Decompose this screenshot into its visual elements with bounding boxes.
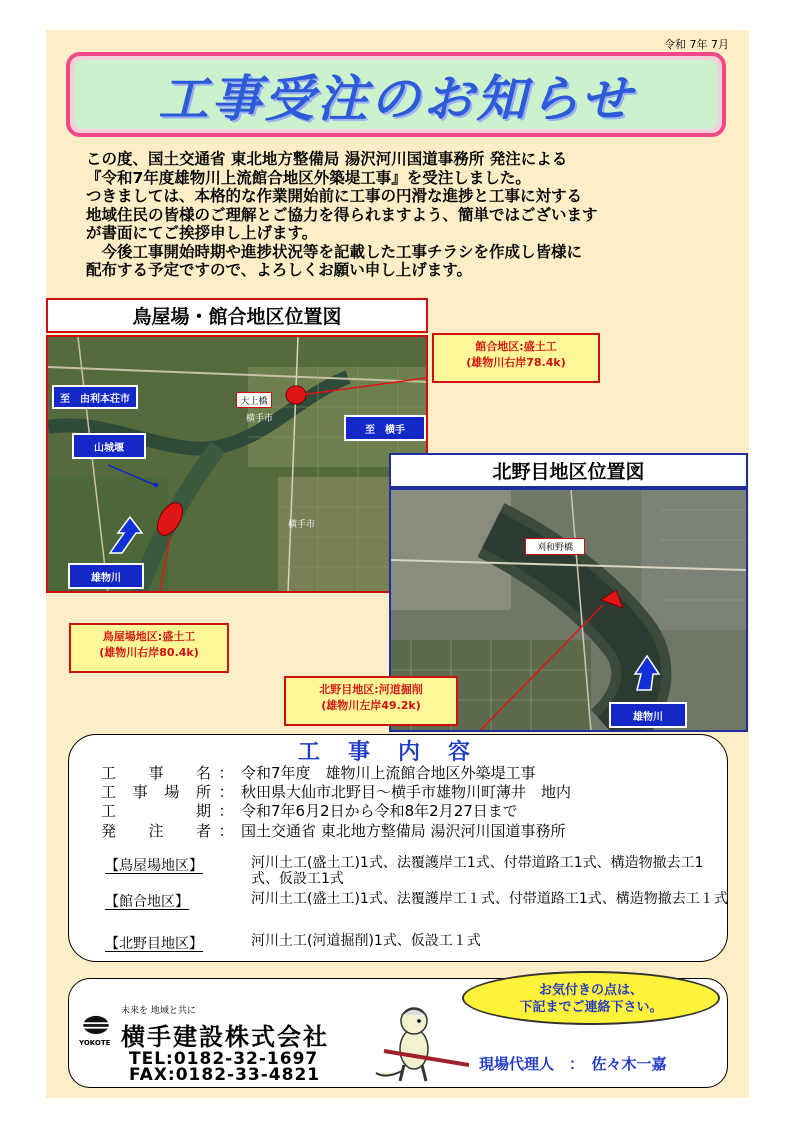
label-omono-river: 雄物川 (68, 563, 144, 589)
info-row-client: 発 注 者 ： 国土交通省 東北地方整備局 湯沢河川国道事務所 (101, 822, 566, 840)
dinosaur-mascot-icon (374, 999, 469, 1084)
intro-line: 『令和7年度雄物川上流館合地区外築堤工事』を受注しました。 (86, 168, 531, 187)
intro-line: この度、国土交通省 東北地方整備局 湯沢河川国道事務所 発注による (86, 150, 568, 168)
company-slogan: 未来を 地域と共に (121, 1006, 196, 1016)
company-name: 横手建設株式会社 (121, 1023, 329, 1051)
site-representative: 現場代理人 ： 佐々木一嘉 (479, 1055, 667, 1073)
logo-text: YOKOTE (79, 1039, 111, 1047)
label-kariwano-bridge: 刈和野橋 (525, 538, 585, 555)
map1-city-label: 横手市 (288, 520, 316, 530)
company-footer (68, 978, 728, 1088)
label-yamashiro-weir: 山城堰 (72, 433, 146, 459)
company-phone: TEL:0182-32-1697 FAX:0182-33-4821 (129, 1049, 321, 1085)
intro-line: 配布する予定ですので、よろしくお願い申し上げます。 (86, 261, 472, 279)
intro-line: が書面にてご挨拶申し上げます。 (86, 224, 318, 242)
area-row-tategou: 【館合地区】 河川土工(盛土工)1式、法覆護岸工１式、付帯道路工1式、構造物撤去工１式 (105, 891, 728, 910)
map1-aerial (46, 335, 428, 593)
info-row-period: 工 期 ： 令和7年6月2日から令和8年2月27日まで (101, 802, 518, 820)
area-row-kitanome: 【北野目地区】 河川土工(河道掘削)1式、仮設工１式 (105, 933, 481, 952)
intro-line: 今後工事開始時期や進捗状況等を記載した工事チラシを作成し皆様に (86, 242, 583, 261)
info-row-location: 工 事 場 所 ： 秋田県大仙市北野目～横手市雄物川町薄井 地内 (101, 783, 572, 801)
map1-image (48, 337, 428, 593)
area-row-toyaba: 【鳥屋場地区】 河川土工(盛土工)1式、法覆護岸工1式、付帯道路工1式、構造物撤去工1式、仮設工1式 (105, 855, 704, 887)
construction-details (68, 734, 728, 962)
callout-kitanome: 北野目地区:河道掘削 (雄物川左岸49.2k) (284, 676, 458, 726)
intro-line: つきましては、本格的な作業開始前に工事の円滑な進捗と工事に対する (86, 187, 583, 205)
intro-line: 地域住民の皆様のご理解とご協力を得られますよう、簡単ではございます (86, 205, 598, 224)
details-heading: 工事内容 (297, 740, 498, 765)
label-to-yurihonjo: 至 由利本荘市 (52, 385, 138, 409)
notice-page (46, 30, 749, 1098)
intro-text (86, 150, 726, 280)
label-ogami-bridge: 大上橋 (236, 392, 272, 408)
company-logo-icon (81, 1015, 111, 1035)
callout-tategou: 館合地区:盛土工 (雄物川右岸78.4k) (432, 333, 600, 383)
issue-date: 令和 7年 7月 (664, 38, 729, 51)
map1-city-label: 横手市 (246, 414, 274, 424)
map1-title: 鳥屋場・館合地区位置図 (46, 298, 428, 333)
label-to-yokote: 至 横手 (344, 415, 426, 441)
page-title: 工事受注のお知らせ (158, 69, 634, 128)
contact-bubble: お気付きの点は、 下記までご連絡下さい。 (462, 971, 720, 1025)
callout-toyaba: 鳥屋場地区:盛土工 (雄物川右岸80.4k) (69, 623, 229, 673)
map2-title: 北野目地区位置図 (389, 453, 748, 488)
title-banner (66, 52, 726, 137)
info-row-name: 工 事 名 ： 令和7年度 雄物川上流館合地区外築堤工事 (101, 764, 536, 782)
label-omono-river-2: 雄物川 (609, 702, 687, 728)
